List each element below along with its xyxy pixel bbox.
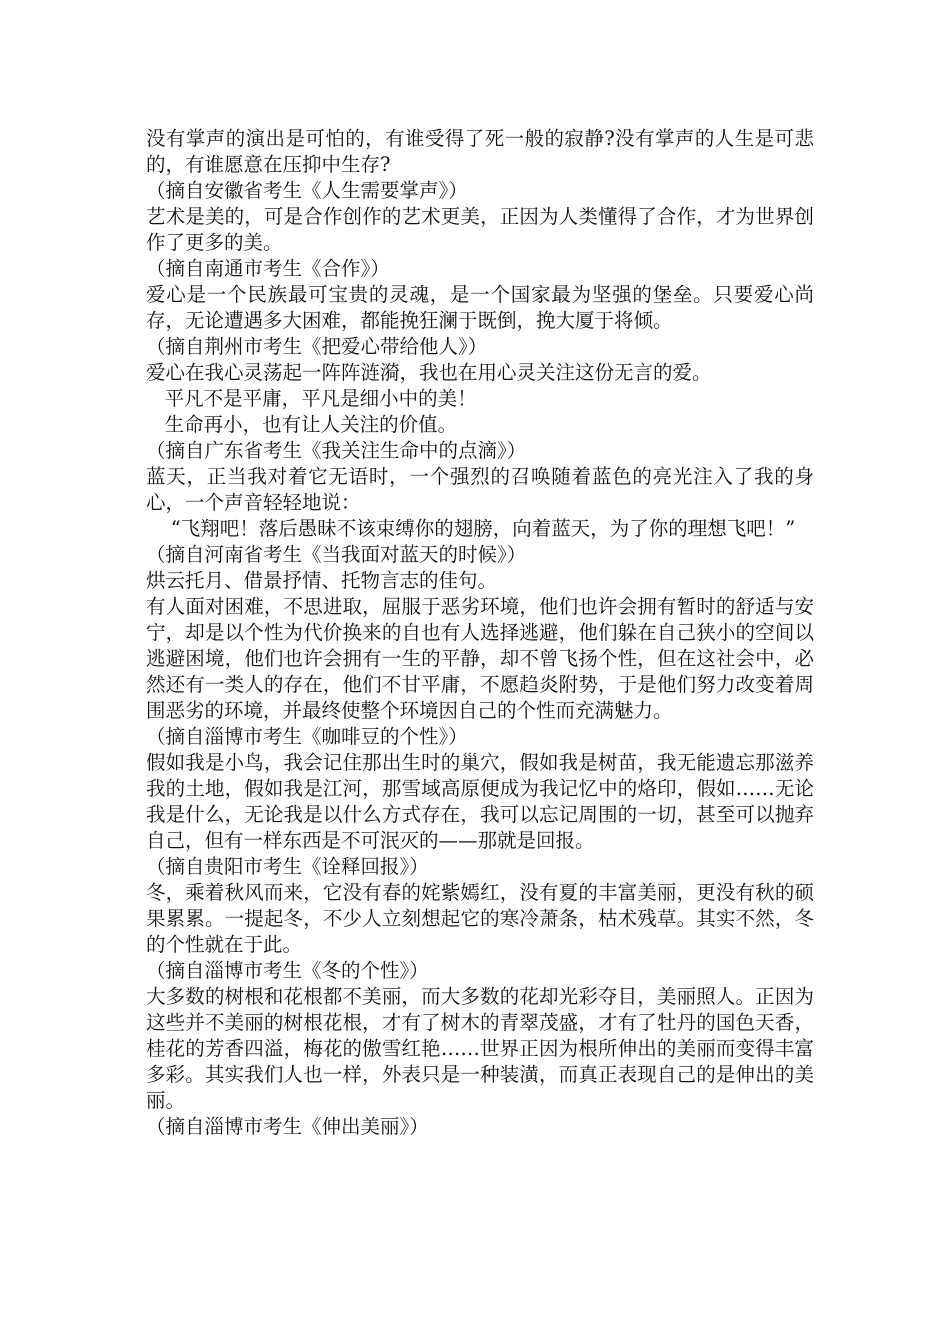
paragraph: 没有掌声的演出是可怕的，有谁受得了死一般的寂静?没有掌声的人生是可悲的，有谁愿意在压抑中生存? [146, 127, 814, 176]
source-citation: （摘自广东省考生《我关注生命中的点滴》） [146, 439, 527, 462]
paragraph: 冬，乘着秋风而来，它没有春的姹紫嫣红，没有夏的丰富美丽，更没有秋的硕果累累。一提起冬，不少人立刻想起它的寒冷萧条，枯术残草。其实不然，冬的个性就在于此。 [146, 881, 814, 956]
paragraph: “飞翔吧！落后愚昧不该束缚你的翅膀，向着蓝天，为了你的理想飞吧！” [146, 517, 796, 540]
paragraph: 蓝天，正当我对着它无语时，一个强烈的召唤随着蓝色的亮光注入了我的身心，一个声音轻轻地说： [146, 465, 814, 514]
source-citation: （摘自南通市考生《合作》） [146, 257, 390, 280]
paragraph: 生命再小，也有让人关注的价值。 [146, 413, 458, 436]
document-body [146, 126, 814, 1140]
paragraph: 平凡不是平庸，平凡是细小中的美！ [146, 387, 477, 410]
paragraph: 有人面对困难，不思进取，屈服于恶劣环境，他们也许会拥有暂时的舒适与安宁，却是以个性为代价换来的自也有人选择逃避，他们躲在自己狭小的空间以逃避困境，他们也许会拥有一生的平静，却不曾飞扬个性，但在这社会中，必然还有一类人的存在，他们不甘平庸，不愿趋炎附势，于是他们努力改变着周围恶劣的环境，并最终使整个环境因自己的个性而充满魅力。 [146, 595, 814, 722]
paragraph: 艺术是美的，可是合作创作的艺术更美，正因为人类懂得了合作，才为世界创作了更多的美。 [146, 205, 814, 254]
paragraph: 假如我是小鸟，我会记住那出生时的巢穴，假如我是树苗，我无能遗忘那滋养我的土地，假如我是江河，那雪域高原便成为我记忆中的烙印，假如……无论我是什么，无论我是以什么方式存在，我可以忘记周围的一切，甚至可以抛弃自己，但有一样东西是不可泯灭的——那就是回报。 [146, 751, 814, 852]
source-citation: （摘自淄博市考生《伸出美丽》） [146, 1115, 429, 1138]
source-citation: （摘自安徽省考生《人生需要掌声》） [146, 179, 468, 202]
paragraph: 烘云托月、借景抒情、托物言志的佳句。 [146, 569, 498, 592]
paragraph: 爱心是一个民族最可宝贵的灵魂，是一个国家最为坚强的堡垒。只要爱心尚存，无论遭遇多大困难，都能挽狂澜于既倒，挽大厦于将倾。 [146, 283, 814, 332]
source-citation: （摘自淄博市考生《冬的个性》） [146, 959, 429, 982]
source-citation: （摘自淄博市考生《咖啡豆的个性》） [146, 725, 468, 748]
source-citation: （摘自贵阳市考生《诠释回报》） [146, 855, 429, 878]
paragraph: 爱心在我心灵荡起一阵阵涟漪，我也在用心灵关注这份无言的爱。 [146, 361, 712, 384]
source-citation: （摘自河南省考生《当我面对蓝天的时候》） [146, 543, 527, 566]
paragraph: 大多数的树根和花根都不美丽，而大多数的花却光彩夺目，美丽照人。正因为这些并不美丽的树根花根，才有了树木的青翠茂盛，才有了牡丹的国色天香，桂花的芳香四溢，梅花的傲雪红艳……世界正因为根所伸出的美丽而变得丰富多彩。其实我们人也一样，外表只是一种装潢，而真正表现自己的是伸出的美丽。 [146, 985, 814, 1112]
source-citation: （摘自荆州市考生《把爱心带给他人》） [146, 335, 488, 358]
